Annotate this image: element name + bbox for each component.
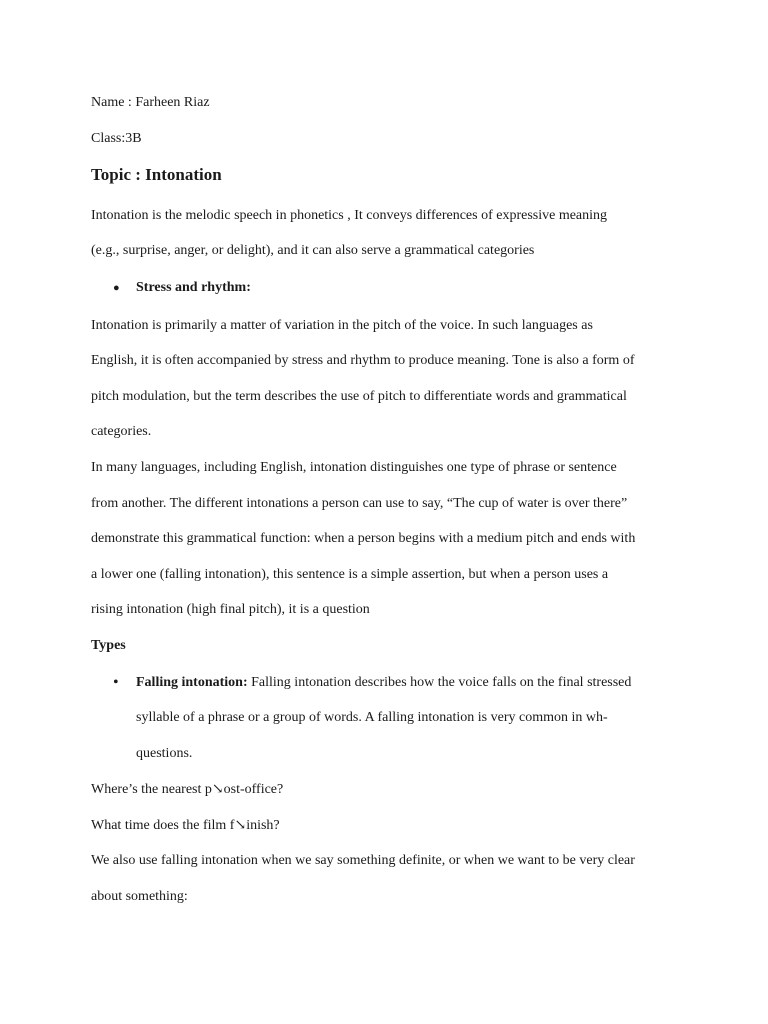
- stress-paragraph-line-4: categories.: [91, 424, 152, 439]
- example-post-office: Where’s the nearest p↘ost-office?: [91, 782, 284, 797]
- stress-paragraph-line-1: Intonation is primarily a matter of variation in the pitch of the voice. In such languages as: [91, 318, 593, 333]
- falling-intonation-line-2: syllable of a phrase or a group of words. A falling intonation is very common in wh-: [136, 710, 608, 725]
- definite-line-2: about something:: [91, 889, 188, 904]
- intro-line-1: Intonation is the melodic speech in phonetics , It conveys differences of expressive meaning: [91, 208, 608, 223]
- types-heading: Types: [91, 638, 126, 653]
- languages-paragraph-line-2: from another. The different intonations a person can use to say, “The cup of water is over there”: [91, 496, 628, 511]
- falling-intonation-label: Falling intonation:: [136, 675, 248, 690]
- falling-intonation-line-3: questions.: [136, 746, 193, 761]
- student-name: Name : Farheen Riaz: [91, 95, 210, 110]
- stress-rhythm-heading: Stress and rhythm:: [136, 280, 251, 295]
- languages-paragraph-line-1: In many languages, including English, intonation distinguishes one type of phrase or sentence: [91, 460, 617, 475]
- stress-paragraph-line-2: English, it is often accompanied by stress and rhythm to produce meaning. Tone is also a form of: [91, 353, 635, 368]
- intro-line-2: (e.g., surprise, anger, or delight), and it can also serve a grammatical categories: [91, 243, 535, 258]
- definite-line-1: We also use falling intonation when we say something definite, or when we want to be very clear: [91, 853, 635, 868]
- topic-title: Topic : Intonation: [91, 165, 222, 184]
- stress-paragraph-line-3: pitch modulation, but the term describes the use of pitch to differentiate words and grammatical: [91, 389, 627, 404]
- example-film-finish: What time does the film f↘inish?: [91, 818, 280, 833]
- falling-intonation-text: Falling intonation describes how the voice falls on the final stressed: [247, 675, 632, 690]
- bullet-icon: •: [113, 674, 119, 691]
- student-class: Class:3B: [91, 131, 142, 146]
- falling-intonation-line-1: [136, 674, 631, 692]
- bullet-icon: ●: [113, 282, 120, 294]
- languages-paragraph-line-5: rising intonation (high final pitch), it is a question: [91, 602, 370, 617]
- languages-paragraph-line-3: demonstrate this grammatical function: when a person begins with a medium pitch and ends with: [91, 531, 636, 546]
- languages-paragraph-line-4: a lower one (falling intonation), this sentence is a simple assertion, but when a person uses a: [91, 567, 609, 582]
